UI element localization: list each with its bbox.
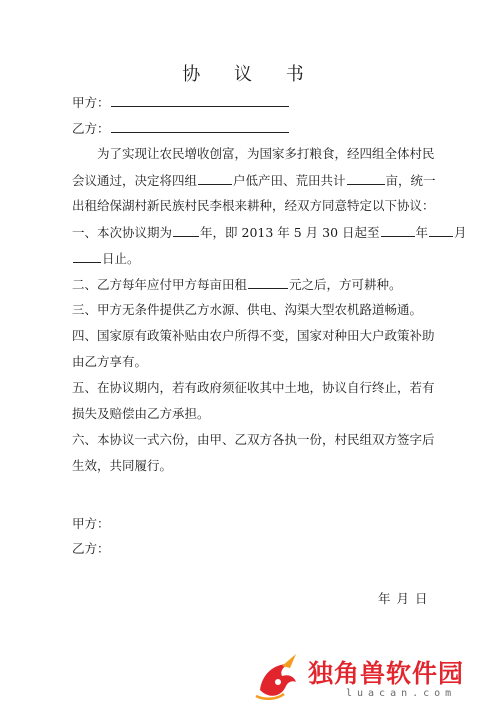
intro-text-b: 户低产田、荒田共计: [233, 173, 346, 188]
unicorn-logo-icon: [252, 652, 304, 704]
term-years-blank: [173, 224, 199, 237]
clause-4-line-1: 四、国家原有政策补贴由农户所得不变，国家对种田大户政策补助: [72, 328, 435, 343]
clause-4-line-2: 由乙方享有。: [72, 354, 148, 369]
clause-6-line-2: 生效，共同履行。: [72, 458, 173, 473]
clause-1-text-c: 年: [415, 225, 429, 240]
party-a-line: [72, 94, 290, 111]
clause-3: 三、甲方无条件提供乙方水源、供电、沟渠大型农机路道畅通。: [72, 302, 423, 317]
end-day-blank: [73, 250, 101, 263]
end-month-blank: [429, 224, 453, 237]
clause-1-text-a: 一、本次协议期为: [72, 225, 173, 240]
page-title: 协 议 书: [182, 64, 318, 85]
watermark-logo: [250, 650, 500, 708]
clause-1-text-e: 日止。: [102, 251, 140, 266]
clause-5-line-1: 五、在协议期内，若有政府须征收其中土地，协议自行终止，若有: [72, 380, 435, 395]
clause-2-text-b: 元之后，方可耕种。: [289, 277, 402, 292]
intro-line-2: [72, 172, 436, 189]
household-count-blank: [198, 172, 232, 185]
intro-text-a: 会议通过，决定将四组: [72, 173, 198, 188]
clause-2-text-a: 二、乙方每年应付甲方每亩田租: [72, 277, 248, 292]
clause-1-text-d: 月: [454, 225, 467, 240]
party-b-blank: [111, 120, 289, 133]
end-year-blank: [381, 224, 415, 237]
clause-5-line-2: 损失及赔偿由乙方承担。: [72, 406, 210, 421]
rent-amount-blank: [248, 276, 288, 289]
watermark-name: 独角兽软件园: [308, 659, 465, 688]
party-a-label: 甲方：: [72, 95, 110, 110]
clause-2: [72, 276, 402, 293]
clause-1-text-b: 年，即 2013 年 5 月 30 日起至: [200, 225, 380, 240]
clause-6-line-1: 六、本协议一式六份，由甲、乙双方各执一份，村民组双方签字后: [72, 432, 435, 447]
clause-1-line-1: [72, 224, 467, 241]
intro-line-1: 为了实现让农民增收创富，为国家多打粮食，经四组全体村民: [97, 146, 435, 161]
intro-text-c: 亩，统一: [385, 173, 436, 188]
party-b-label: 乙方：: [72, 121, 110, 136]
party-a-blank: [111, 94, 289, 107]
intro-line-3: 出租给保湖村新民族村民李根来耕种，经双方同意特定以下协议：: [72, 198, 435, 213]
party-b-line: [72, 120, 290, 137]
clause-1-line-2: [72, 250, 140, 267]
signature-party-b: 乙方：: [72, 541, 110, 556]
signature-date: 年 月 日: [378, 591, 429, 606]
signature-party-a: 甲方：: [72, 516, 110, 531]
acreage-blank: [347, 172, 385, 185]
watermark-url: luacan.com: [346, 688, 457, 699]
